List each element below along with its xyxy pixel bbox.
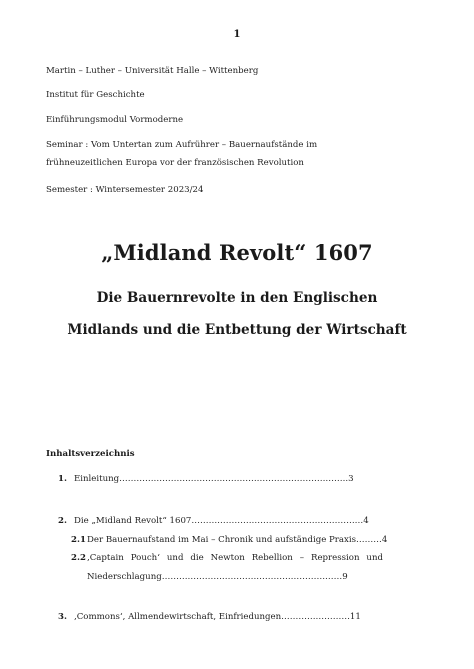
subtitle-line-2: Midlands und die Entbettung der Wirtschaft (67, 322, 407, 338)
semester-line: Semester : Wintersemester 2023/24 (46, 185, 204, 195)
toc-entry-2-2-text[interactable]: ‚Captain Pouch‘ und die Newton Rebellion – Repression und (87, 553, 383, 563)
seminar-line-2: frühneuzeitlichen Europa vor der französischen Revolution (46, 158, 304, 168)
toc-entry-1-text[interactable]: Einleitung……………………………………………………………………..3 (74, 474, 354, 484)
university-line: Martin – Luther – Universität Halle – Wittenberg (46, 66, 259, 76)
toc-entry-2-2-text-continued[interactable]: Niederschlagung………………………………………………………9 (87, 572, 348, 582)
toc-entry-2-1-number: 2.1 (71, 535, 86, 545)
toc-entry-1-number: 1. (58, 474, 67, 484)
toc-entry-3-number: 3. (58, 612, 67, 622)
toc-entry-3-text[interactable]: ‚Commons‘, Allmendewirtschaft, Einfriedungen……………………11 (74, 612, 361, 622)
toc-entry-2-1-text[interactable]: Der Bauernaufstand im Mai – Chronik und aufständige Praxis………4 (87, 535, 388, 545)
toc-entry-2-2-number: 2.2 (71, 553, 86, 563)
page-number: 1 (233, 29, 241, 40)
toc-heading: Inhaltsverzeichnis (46, 449, 135, 459)
module-line: Einführungsmodul Vormoderne (46, 115, 184, 125)
institute-line: Institut für Geschichte (46, 90, 145, 100)
subtitle-line-1: Die Bauernrevolte in den Englischen (96, 290, 378, 306)
seminar-line-1: Seminar : Vom Untertan zum Aufrührer – Bauernaufstände im (46, 140, 318, 150)
toc-entry-2-text[interactable]: Die „Midland Revolt“ 1607……………………………………………………4 (74, 516, 369, 526)
toc-entry-2-number: 2. (58, 516, 67, 526)
document-title: „Midland Revolt“ 1607 (101, 240, 373, 265)
